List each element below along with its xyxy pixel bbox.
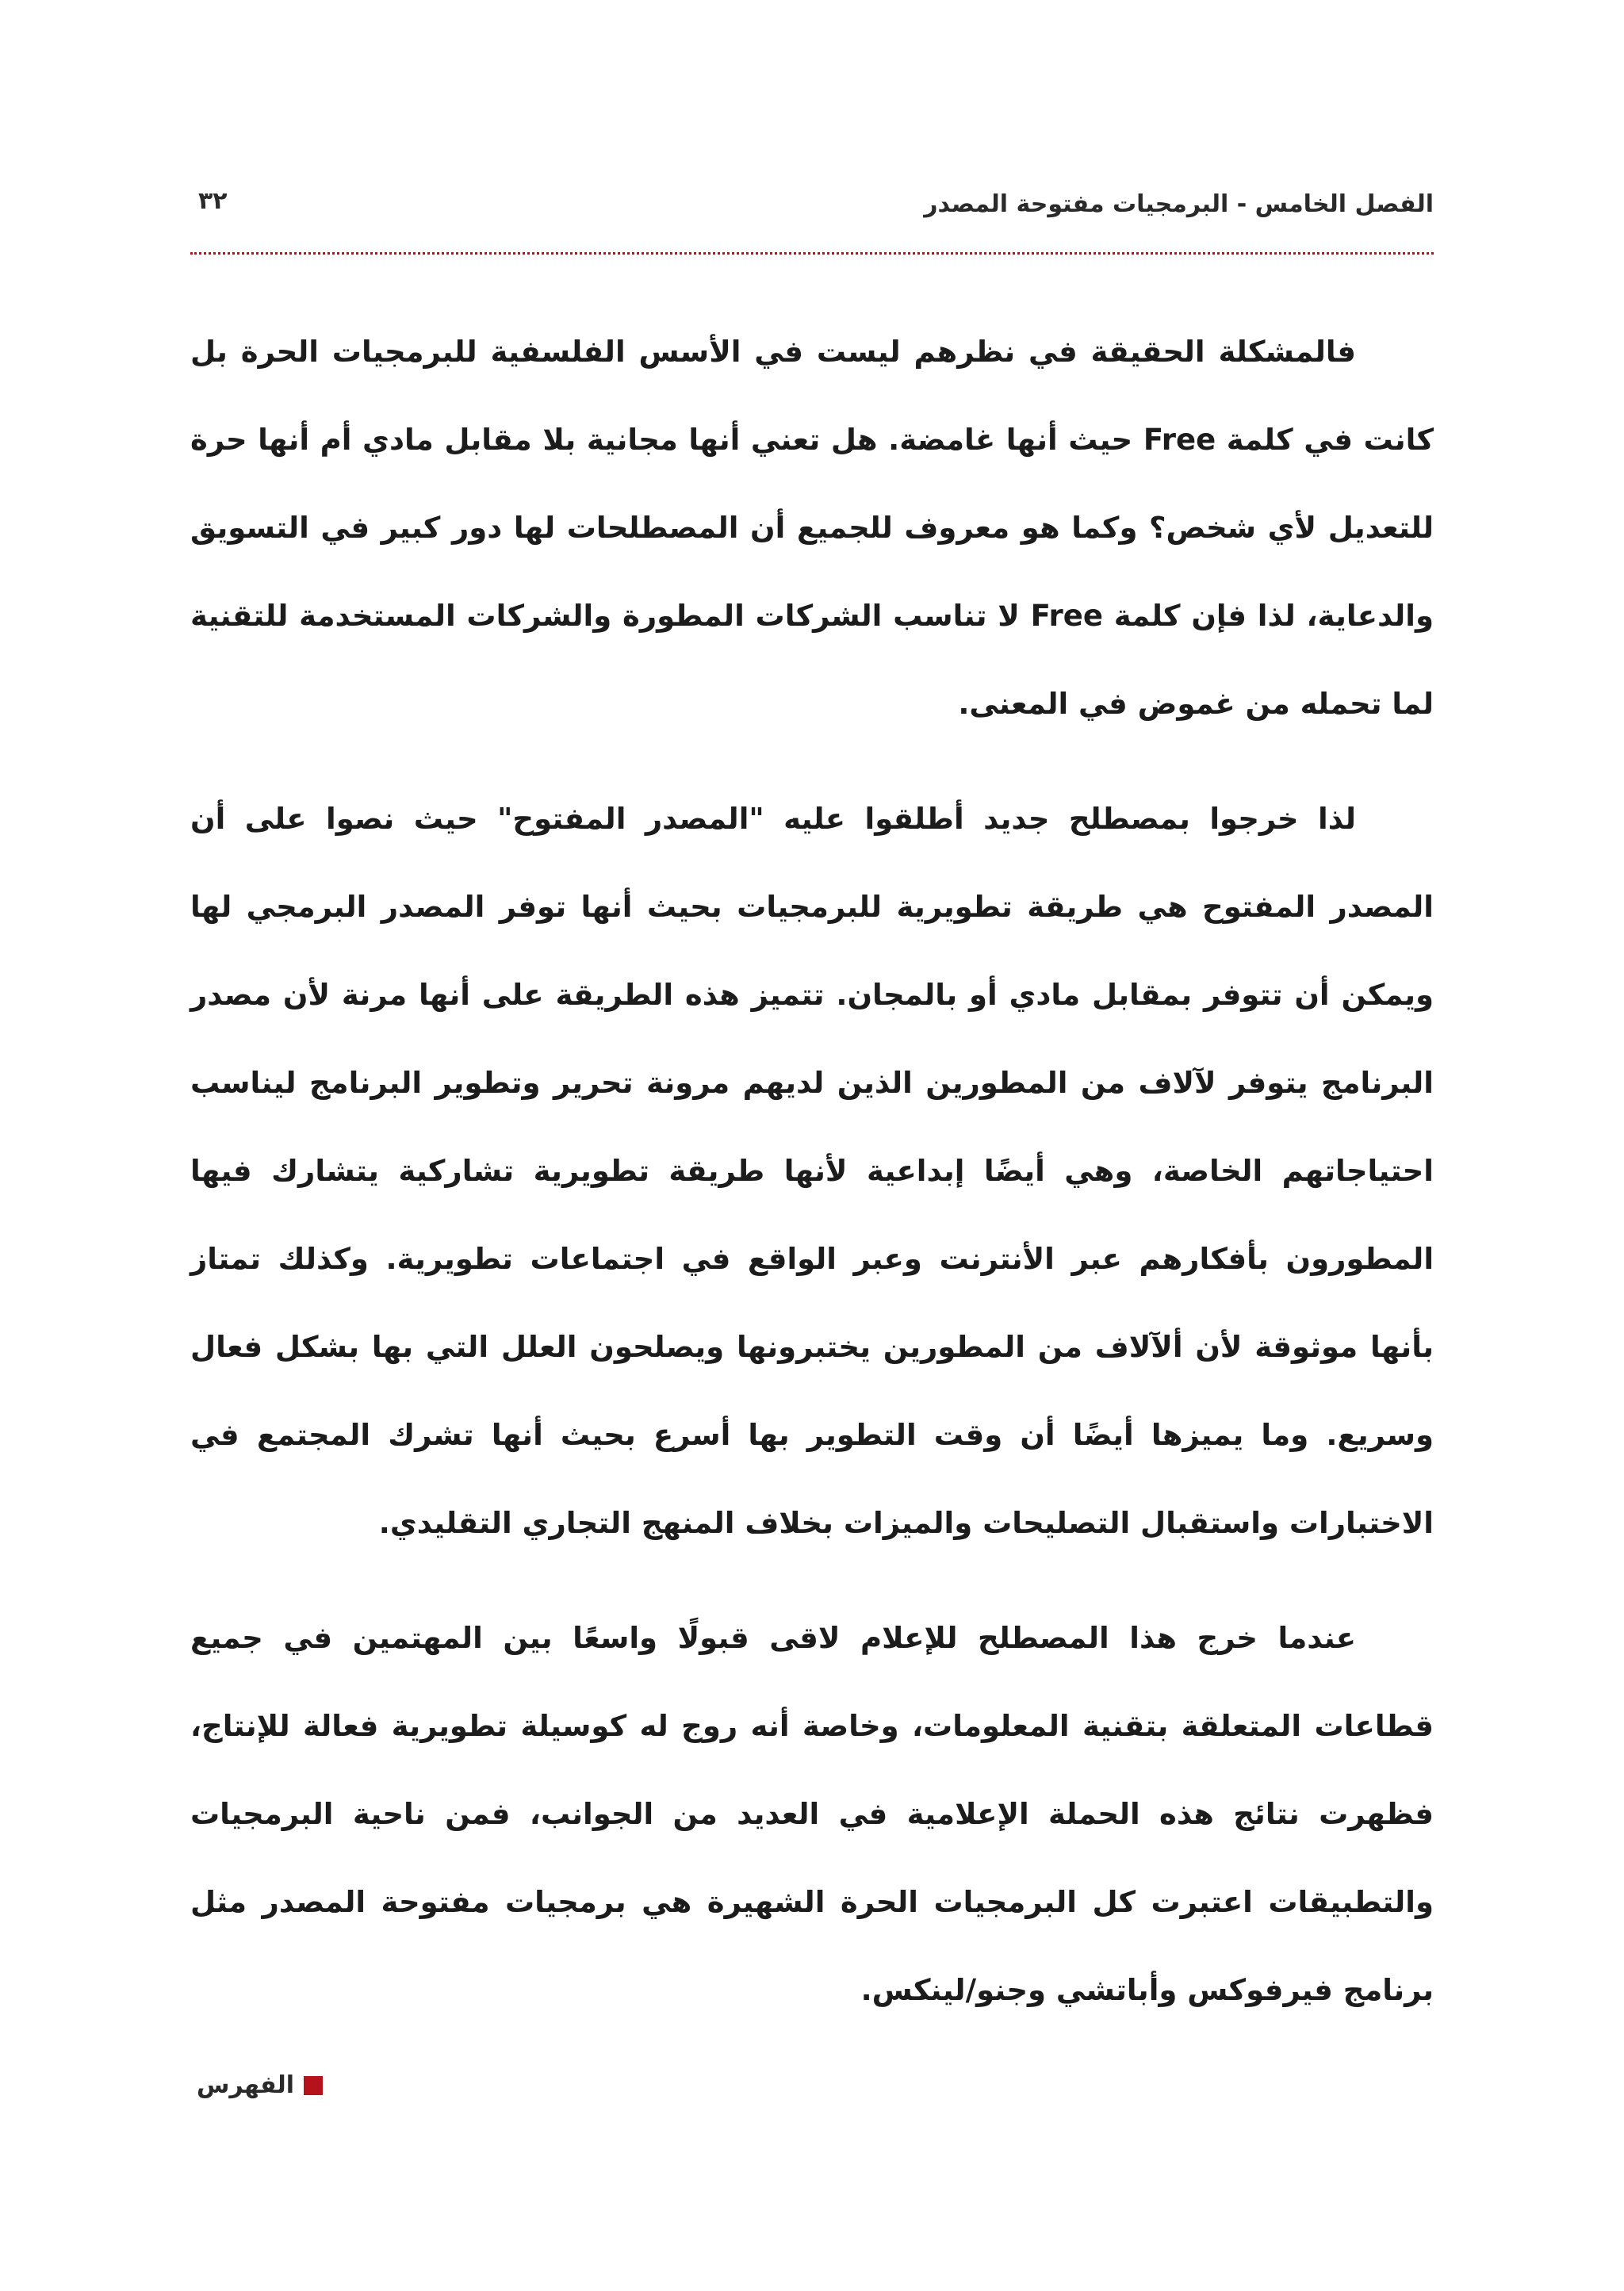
page-number: ٣٢ [198, 187, 228, 215]
index-link[interactable] [197, 2071, 323, 2099]
paragraph-1: فالمشكلة الحقيقة في نظرهم ليست في الأسس الفلسفية للبرمجيات الحرة بل كانت في كلمة Free حيث أنها غامضة. هل تعني أنها مجانية بلا مقابل مادي أم أنها حرة للتعديل لأي شخص؟ وكما هو معروف للجميع أن المصطلحات لها دور كبير في التسويق والدعاية، لذا فإن كلمة Free لا تناسب الشركات المطورة والشركات المستخدمة للتقنية لما تحمله من غموض في المعنى. [190, 335, 1434, 721]
header-dotted-divider [190, 252, 1434, 255]
red-square-icon [304, 2076, 323, 2095]
chapter-title: الفصل الخامس - البرمجيات مفتوحة المصدر [924, 190, 1434, 218]
running-header [190, 181, 1434, 244]
paragraph-2: لذا خرجوا بمصطلح جديد أطلقوا عليه "المصدر المفتوح" حيث نصوا على أن المصدر المفتوح هي طريقة تطويرية للبرمجيات بحيث أنها توفر المصدر البرمجي لها ويمكن أن تتوفر بمقابل مادي أو بالمجان. تتميز هذه الطريقة على أنها مرنة لأن مصدر البرنامج يتوفر لآلاف من المطورين الذين لديهم مرونة تحرير وتطوير البرنامج ليناسب احتياجاتهم الخاصة، وهي أيضًا إبداعية لأنها طريقة تطويرية تشاركية يتشارك فيها المطورون بأفكارهم عبر الأنترنت وعبر الواقع في اجتماعات تطويرية. وكذلك تمتاز بأنها موثوقة لأن ألآلاف من المطورين يختبرونها ويصلحون العلل التي بها بشكل فعال وسريع. وما يميزها أيضًا أن وقت التطوير بها أسرع بحيث أنها تشرك المجتمع في الاختبارات واستقبال التصليحات والميزات بخلاف المنهج التجاري التقليدي. [190, 802, 1434, 1540]
paragraph-3: عندما خرج هذا المصطلح للإعلام لاقى قبولًا واسعًا بين المهتمين في جميع قطاعات المتعلقة بتقنية المعلومات، وخاصة أنه روج له كوسيلة تطويرية فعالة للإنتاج، فظهرت نتائج هذه الحملة الإعلامية في العديد من الجوانب، فمن ناحية البرمجيات والتطبيقات اعتبرت كل البرمجيات الحرة الشهيرة هي برمجيات مفتوحة المصدر مثل برنامج فيرفوكس وأباتشي وجنو/لينكس. [190, 1621, 1434, 2007]
body-text [190, 308, 1434, 2034]
index-link-label: الفهرس [197, 2071, 295, 2099]
